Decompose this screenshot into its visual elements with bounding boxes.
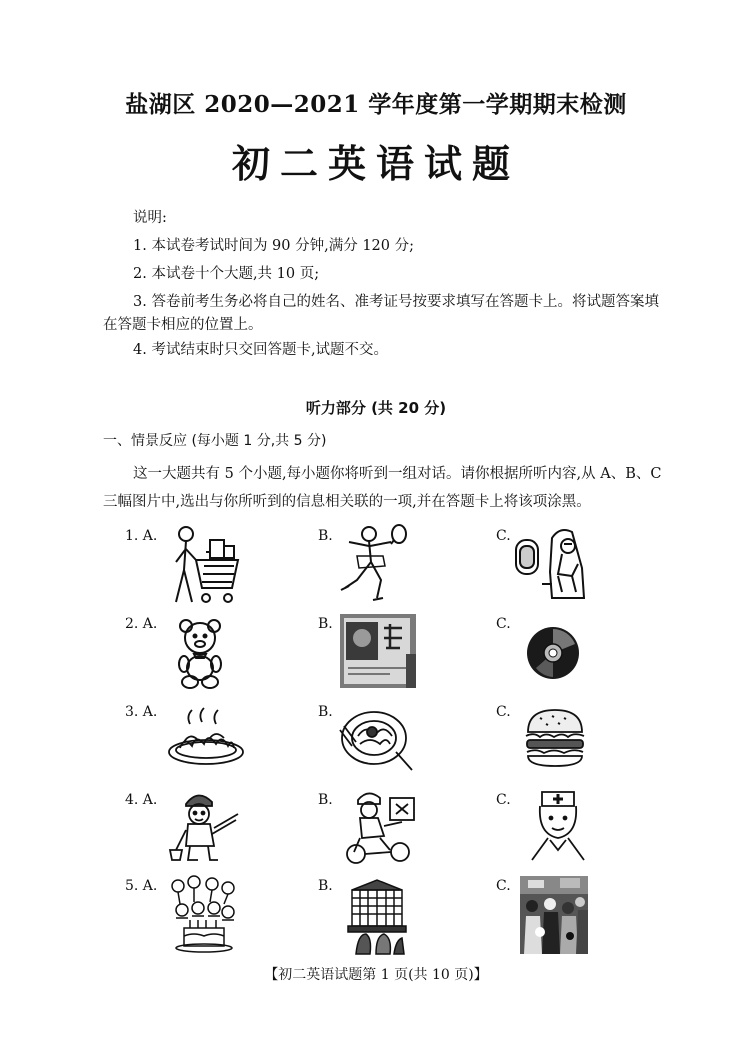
- instructions-heading: 说明:: [133, 210, 167, 226]
- q5-label-c: C.: [496, 878, 511, 894]
- birthday-party-icon: [166, 874, 242, 954]
- q3-label-b: B.: [318, 704, 333, 720]
- subject-title: 初二英语试题: [231, 141, 520, 186]
- q1-label-b: B.: [318, 528, 333, 544]
- q2-label-a: 2. A.: [125, 616, 158, 632]
- q3-label-a: 3. A.: [125, 704, 158, 720]
- directions-line-2: 三幅图片中,选出与你所听到的信息相关联的一项,并在答题卡上将该项涂黑。: [103, 494, 591, 510]
- dumplings-plate-icon: [166, 706, 246, 768]
- compact-disc-icon: [526, 626, 580, 680]
- q5-label-b: B.: [318, 878, 333, 894]
- q3-label-c: C.: [496, 704, 511, 720]
- q2-label-b: B.: [318, 616, 333, 632]
- instruction-item-1: 1. 本试卷考试时间为 90 分钟,满分 120 分;: [133, 238, 415, 254]
- q5-label-a: 5. A.: [125, 878, 158, 894]
- page-footer: 【初二英语试题第 1 页(共 10 页)】: [264, 967, 488, 983]
- worker-with-shovel-icon: [168, 788, 242, 864]
- q4-label-c: C.: [496, 792, 511, 808]
- tennis-player-icon: [335, 522, 415, 604]
- part1-heading: 一、情景反应 (每小题 1 分,共 5 分): [103, 433, 327, 449]
- book-cover-photo-icon: [340, 614, 416, 688]
- delivery-rider-icon: [340, 786, 420, 866]
- instruction-item-3-line-2: 在答题卡相应的位置上。: [103, 317, 263, 333]
- shopping-cart-woman-icon: [166, 522, 246, 610]
- doctor-icon: [528, 788, 588, 864]
- crowd-photo-icon: [520, 876, 588, 954]
- instruction-item-4: 4. 考试结束时只交回答题卡,试题不交。: [133, 342, 389, 358]
- airplane-passenger-icon: [512, 524, 596, 604]
- q1-label-c: C.: [496, 528, 511, 544]
- hotel-building-icon: [346, 876, 408, 956]
- teddy-bear-icon: [176, 618, 224, 690]
- q4-label-a: 4. A.: [125, 792, 158, 808]
- listening-section-title: 听力部分 (共 20 分): [305, 399, 447, 417]
- instruction-item-2: 2. 本试卷十个大题,共 10 页;: [133, 266, 320, 282]
- q2-label-c: C.: [496, 616, 511, 632]
- hamburger-icon: [524, 708, 586, 768]
- instruction-item-3-line-1: 3. 答卷前考生务必将自己的姓名、准考证号按要求填写在答题卡上。将试题答案填: [133, 294, 659, 310]
- directions-line-1: 这一大题共有 5 个小题,每小题你将听到一组对话。请你根据所听内容,从 A、B、C: [133, 466, 662, 482]
- spaghetti-plate-icon: [336, 700, 416, 774]
- exam-title: 盐湖区 2020—2021 学年度第一学期期末检测: [125, 91, 627, 118]
- q1-label-a: 1. A.: [125, 528, 158, 544]
- q4-label-b: B.: [318, 792, 333, 808]
